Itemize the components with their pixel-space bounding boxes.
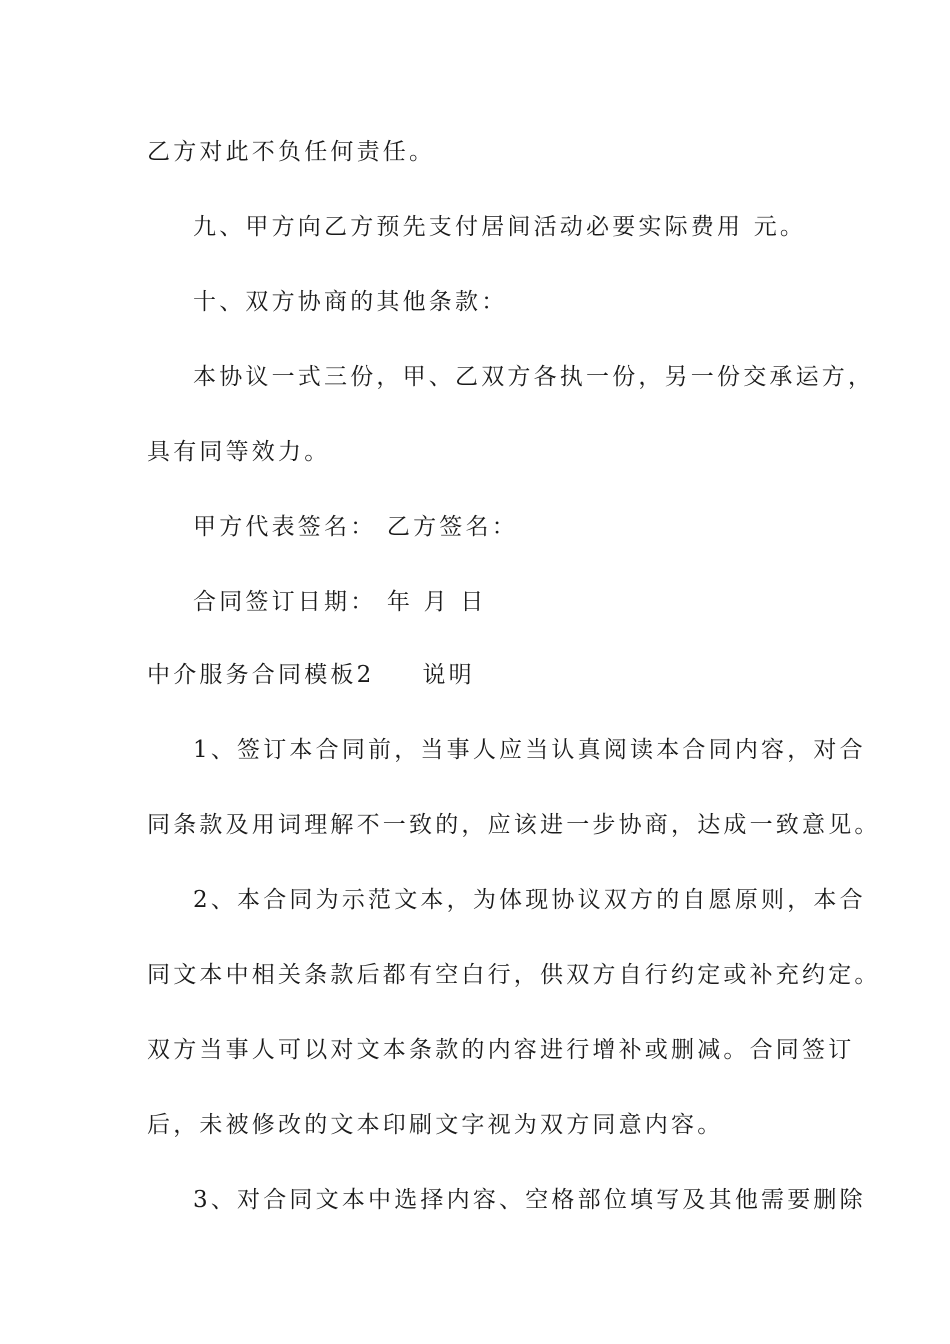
clause-8-continuation: 乙方对此不负任何责任。 <box>147 139 436 165</box>
signature-line: 甲方代表签名： 乙方签名： <box>193 514 518 540</box>
note-3-line-1: 3、对合同文本中选择内容、空格部位填写及其他需要删除 <box>193 1187 866 1213</box>
note-1-line-1: 1、签订本合同前，当事人应当认真阅读本合同内容，对合 <box>193 737 866 763</box>
clause-9: 九、甲方向乙方预先支付居间活动必要实际费用 元。 <box>193 214 807 240</box>
section-title: 中介服务合同模板2 <box>147 662 375 688</box>
note-1-line-2: 同条款及用词理解不一致的，应该进一步协商，达成一致意见。 <box>147 812 881 838</box>
note-2-line-2: 同文本中相关条款后都有空白行，供双方自行约定或补充约定。 <box>147 962 881 988</box>
copies-paragraph-line-1: 本协议一式三份，甲、乙双方各执一份，另一份交承运方， <box>193 364 875 390</box>
note-2-line-3: 双方当事人可以对文本条款的内容进行增补或删减。合同签订 <box>147 1037 855 1063</box>
signing-date-line: 合同签订日期： 年 月 日 <box>193 589 487 615</box>
note-2-line-4: 后，未被修改的文本印刷文字视为双方同意内容。 <box>147 1112 724 1138</box>
section-heading <box>147 660 475 690</box>
clause-10: 十、双方协商的其他条款： <box>193 289 508 315</box>
note-2-line-1: 2、本合同为示范文本，为体现协议双方的自愿原则，本合 <box>193 887 866 913</box>
copies-paragraph-line-2: 具有同等效力。 <box>147 439 331 465</box>
section-subtitle: 说明 <box>422 662 475 688</box>
